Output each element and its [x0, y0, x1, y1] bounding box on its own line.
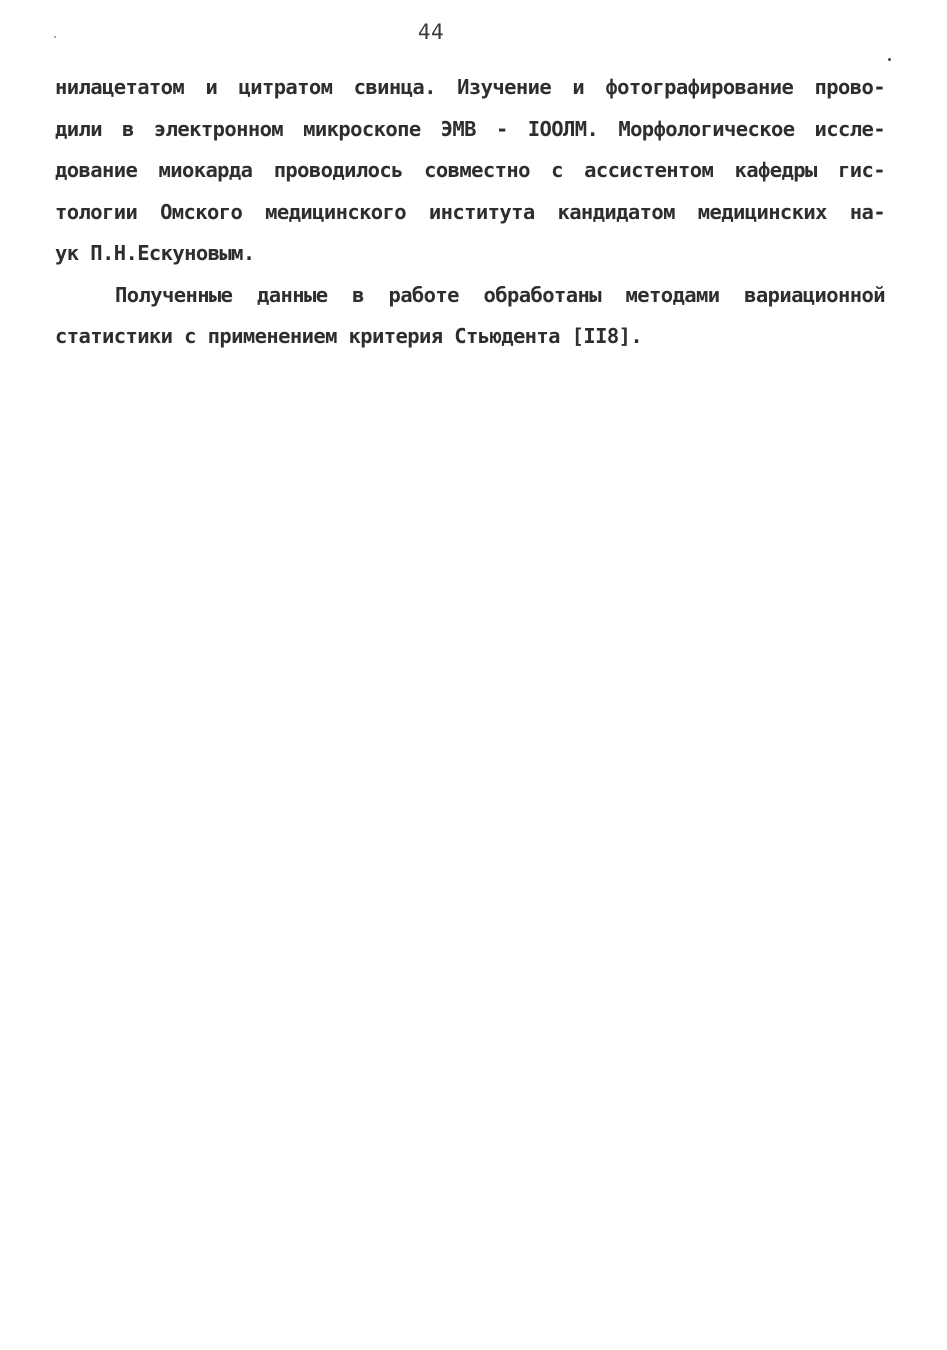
- body-text: [55, 67, 885, 358]
- text-line: ук П.Н.Ескуновым.: [55, 241, 255, 265]
- paragraph-statistics: [55, 275, 885, 358]
- text-line: тологии Омского медицинского института кандидатом медицинских на-: [55, 199, 885, 224]
- text-line: дили в электронном микроскопе ЭМВ - IOOЛМ. Морфологическое иссле-: [55, 116, 885, 141]
- text-line: Полученные данные в работе обработаны методами вариационной: [115, 282, 885, 307]
- page-number: 44: [417, 20, 445, 44]
- text-line: нилацетатом и цитратом свинца. Изучение и фотографирование прово-: [55, 75, 885, 99]
- text-line: статистики с применением критерия Стьюдента [II8].: [55, 324, 643, 348]
- paragraph-methods: [55, 67, 885, 275]
- text-line: дование миокарда проводилось совместно с ассистентом кафедры гис-: [55, 158, 885, 182]
- scan-speck: [54, 36, 56, 38]
- scan-speck: [888, 58, 891, 61]
